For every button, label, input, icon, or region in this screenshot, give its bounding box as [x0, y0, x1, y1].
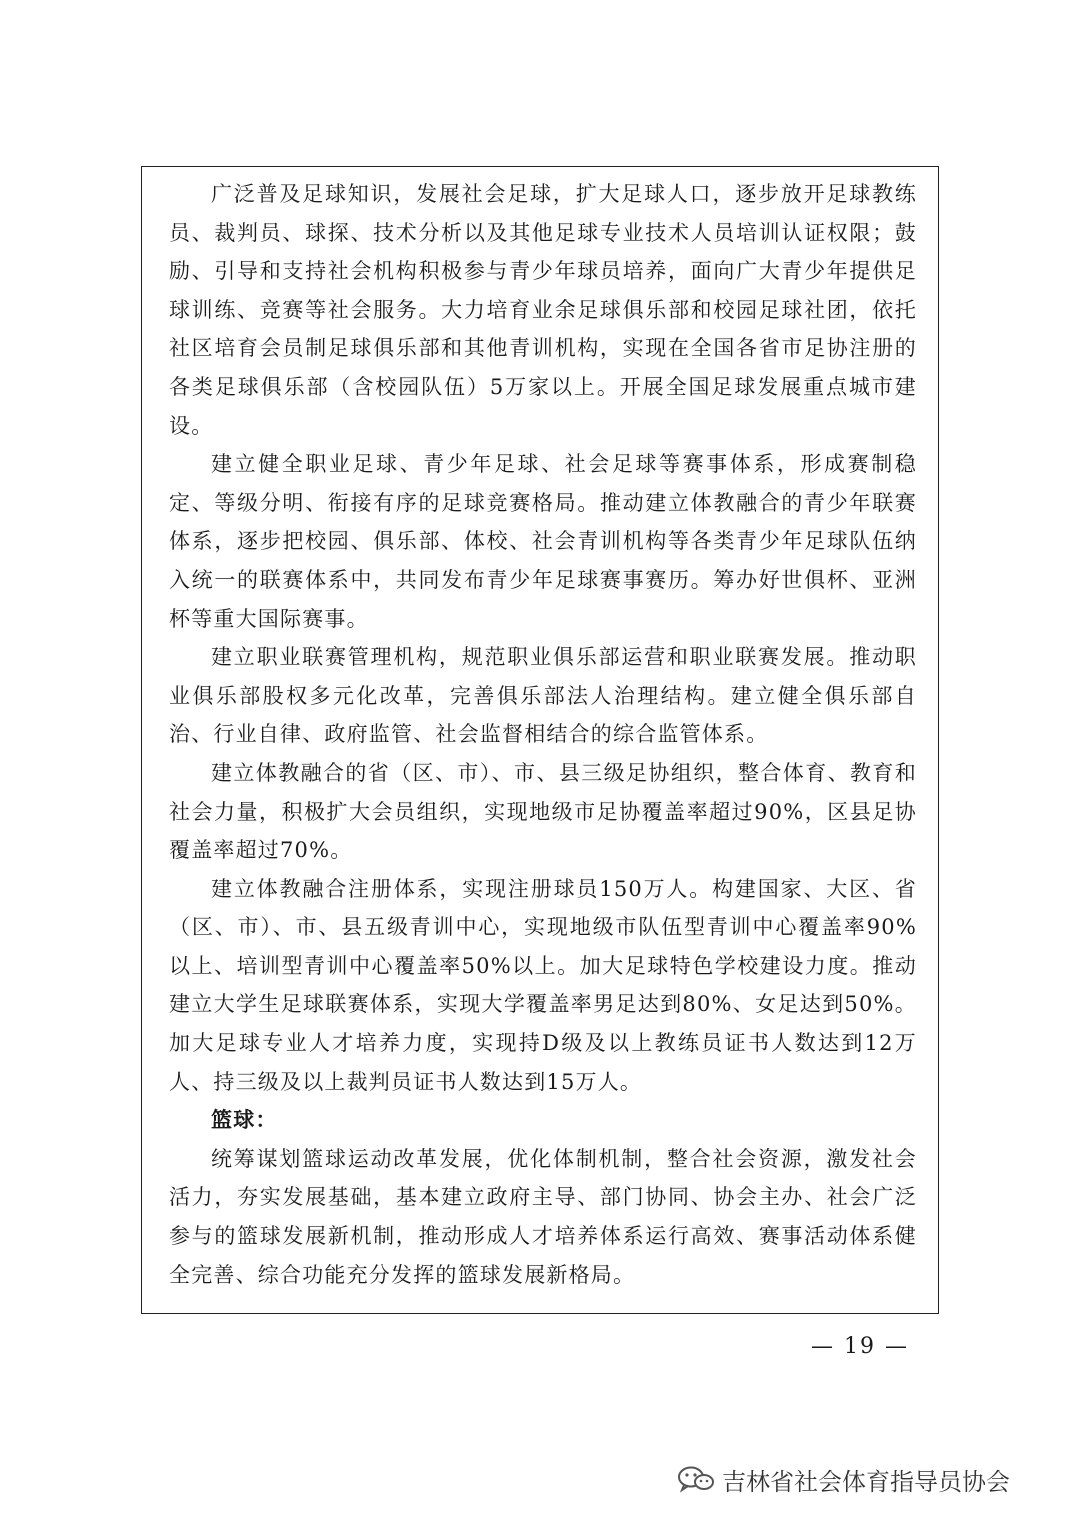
page-number: — 19 —	[811, 1334, 909, 1359]
paragraph-5: 建立体教融合注册体系，实现注册球员150万人。构建国家、大区、省（区、市）、市、县五级青训中心，实现地级市队伍型青训中心覆盖率90%以上、培训型青训中心覆盖率50%以上。加大足球特色学校建设力度。推动建立大学生足球联赛体系，实现大学覆盖率男足达到80%、女足达到50%。加大足球专业人才培养力度，实现持D级及以上教练员证书人数达到12万人、持三级及以上裁判员证书人数达到15万人。	[169, 876, 917, 1094]
document-body	[169, 175, 917, 1294]
section-heading-basketball: 篮球：	[211, 1107, 278, 1133]
paragraph-3: 建立职业联赛管理机构，规范职业俱乐部运营和职业联赛发展。推动职业俱乐部股权多元化改革，完善俱乐部法人治理结构。建立健全俱乐部自治、行业自律、政府监管、社会监督相结合的综合监管体系。	[169, 645, 917, 747]
watermark	[676, 1459, 1010, 1499]
watermark-text: 吉林省社会体育指导员协会	[722, 1467, 1010, 1496]
wechat-icon	[676, 1465, 716, 1493]
paragraph-2: 建立健全职业足球、青少年足球、社会足球等赛事体系，形成赛制稳定、等级分明、衔接有序的足球竞赛格局。推动建立体教融合的青少年联赛体系，逐步把校园、俱乐部、体校、社会青训机构等各类青少年足球队伍纳入统一的联赛体系中，共同发布青少年足球赛事赛历。筹办好世俱杯、亚洲杯等重大国际赛事。	[169, 452, 917, 631]
paragraph-4: 建立体教融合的省（区、市）、市、县三级足协组织，整合体育、教育和社会力量，积极扩大会员组织，实现地级市足协覆盖率超过90%，区县足协覆盖率超过70%。	[169, 760, 917, 863]
paragraph-basketball: 统筹谋划篮球运动改革发展，优化体制机制，整合社会资源，激发社会活力，夯实发展基础，基本建立政府主导、部门协同、协会主办、社会广泛参与的篮球发展新机制，推动形成人才培养体系运行高效、赛事活动体系健全完善、综合功能充分发挥的篮球发展新格局。	[169, 1146, 917, 1287]
paragraph-1: 广泛普及足球知识，发展社会足球，扩大足球人口，逐步放开足球教练员、裁判员、球探、技术分析以及其他足球专业技术人员培训认证权限；鼓励、引导和支持社会机构积极参与青少年球员培养，面向广大青少年提供足球训练、竞赛等社会服务。大力培育业余足球俱乐部和校园足球社团，依托社区培育会员制足球俱乐部和其他青训机构，实现在全国各省市足协注册的各类足球俱乐部（含校园队伍）5万家以上。开展全国足球发展重点城市建设。	[169, 182, 917, 438]
document-frame	[141, 166, 939, 1314]
